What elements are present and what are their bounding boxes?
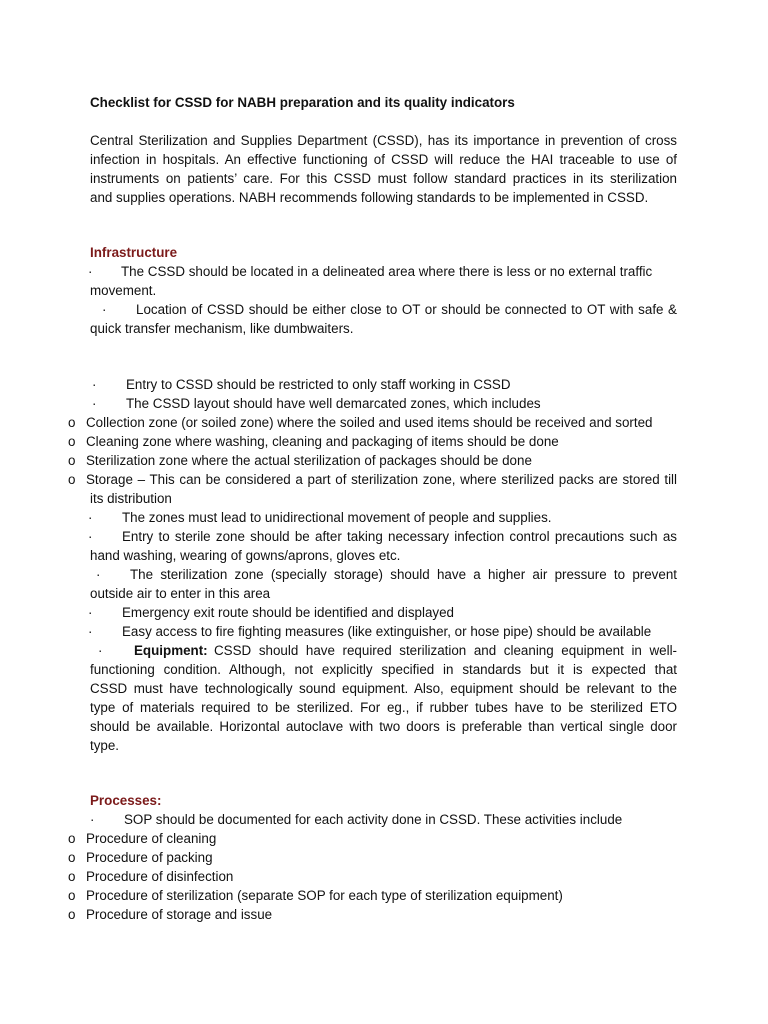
- bullet-icon: ·: [92, 377, 97, 392]
- document-title: Checklist for CSSD for NABH preparation and its quality indicators: [90, 95, 515, 110]
- process-line-6: Procedure of storage and issue: [86, 907, 273, 922]
- infrastructure-heading: Infrastructure: [90, 245, 178, 260]
- o-bullet-icon: o: [68, 472, 76, 487]
- bullet-icon: ·: [96, 567, 101, 582]
- equipment-label: Equipment:: [134, 643, 208, 658]
- infra-line-1: The CSSD should be located in a delineated area where there is less or no external traffic: [121, 264, 653, 279]
- infra-line-5: Entry to CSSD should be restricted to only staff working in CSSD: [126, 377, 511, 392]
- process-line-4: Procedure of disinfection: [86, 869, 234, 884]
- equipment-line-2: functioning condition. Although, not explicitly specified in standards but it is expected that: [90, 662, 677, 677]
- o-bullet-icon: o: [68, 415, 76, 430]
- bullet-icon: ·: [102, 302, 107, 317]
- bullet-icon: ·: [88, 529, 93, 544]
- infra-line-15: The sterilization zone (specially storage) should have a higher air pressure to prevent: [130, 567, 677, 582]
- bullet-icon: ·: [88, 510, 93, 525]
- infra-line-7: Collection zone (or soiled zone) where the soiled and used items should be received and sorted: [86, 415, 653, 430]
- o-bullet-icon: o: [68, 453, 76, 468]
- infra-line-6: The CSSD layout should have well demarcated zones, which includes: [126, 396, 541, 411]
- o-bullet-icon: o: [68, 850, 76, 865]
- infra-line-16: outside air to enter in this area: [90, 586, 271, 601]
- bullet-icon: ·: [90, 812, 95, 827]
- intro-line-3: instruments on patients’ care. For this CSSD must follow standard practices in its sterilization: [90, 171, 677, 186]
- equipment-line-4: type of materials required to be sterilized. For eg., if rubber tubes have to be sterilized ETO: [90, 700, 677, 715]
- bullet-icon: ·: [88, 624, 93, 639]
- equipment-line-5: should be available. Horizontal autoclave with two doors is preferable than vertical single door: [90, 719, 677, 734]
- infra-line-11: its distribution: [90, 491, 172, 506]
- process-line-5: Procedure of sterilization (separate SOP for each type of sterilization equipment): [86, 888, 563, 903]
- infra-line-14: hand washing, wearing of gowns/aprons, gloves etc.: [90, 548, 401, 563]
- bullet-icon: ·: [98, 643, 103, 658]
- intro-line-2: infection in hospitals. An effective functioning of CSSD will reduce the HAI traceable to use of: [90, 152, 677, 167]
- infra-line-3: Location of CSSD should be either close to OT or should be connected to OT with safe &: [136, 302, 677, 317]
- infra-line-8: Cleaning zone where washing, cleaning and packaging of items should be done: [86, 434, 559, 449]
- o-bullet-icon: o: [68, 907, 76, 922]
- equipment-line-6: type.: [90, 738, 120, 753]
- infra-line-17: Emergency exit route should be identified and displayed: [122, 605, 455, 620]
- infra-line-12: The zones must lead to unidirectional movement of people and supplies.: [122, 510, 552, 525]
- infra-line-13: Entry to sterile zone should be after taking necessary infection control precautions such as: [122, 529, 677, 544]
- bullet-icon: ·: [92, 396, 97, 411]
- intro-line-1: Central Sterilization and Supplies Department (CSSD), has its importance in prevention of cross: [90, 133, 677, 148]
- o-bullet-icon: o: [68, 869, 76, 884]
- o-bullet-icon: o: [68, 888, 76, 903]
- intro-line-4: and supplies operations. NABH recommends following standards to be implemented in CSSD.: [90, 190, 649, 205]
- infra-line-9: Sterilization zone where the actual sterilization of packages should be done: [86, 453, 532, 468]
- infra-line-10: Storage – This can be considered a part of sterilization zone, where sterilized packs are stored till: [86, 472, 677, 487]
- equipment-line-3: CSSD must have technologically sound equipment. Also, equipment should be relevant to the: [90, 681, 677, 696]
- processes-heading: Processes:: [90, 793, 162, 808]
- infra-line-4: quick transfer mechanism, like dumbwaiters.: [90, 321, 354, 336]
- bullet-icon: ·: [88, 264, 93, 279]
- o-bullet-icon: o: [68, 434, 76, 449]
- infra-line-18: Easy access to fire fighting measures (like extinguisher, or hose pipe) should be available: [122, 624, 652, 639]
- process-line-3: Procedure of packing: [86, 850, 213, 865]
- process-line-2: Procedure of cleaning: [86, 831, 217, 846]
- o-bullet-icon: o: [68, 831, 76, 846]
- equipment-line-1: CSSD should have required sterilization and cleaning equipment in well-: [214, 643, 677, 658]
- infra-line-2: movement.: [90, 283, 157, 298]
- process-line-1: SOP should be documented for each activity done in CSSD. These activities include: [124, 812, 623, 827]
- bullet-icon: ·: [88, 605, 93, 620]
